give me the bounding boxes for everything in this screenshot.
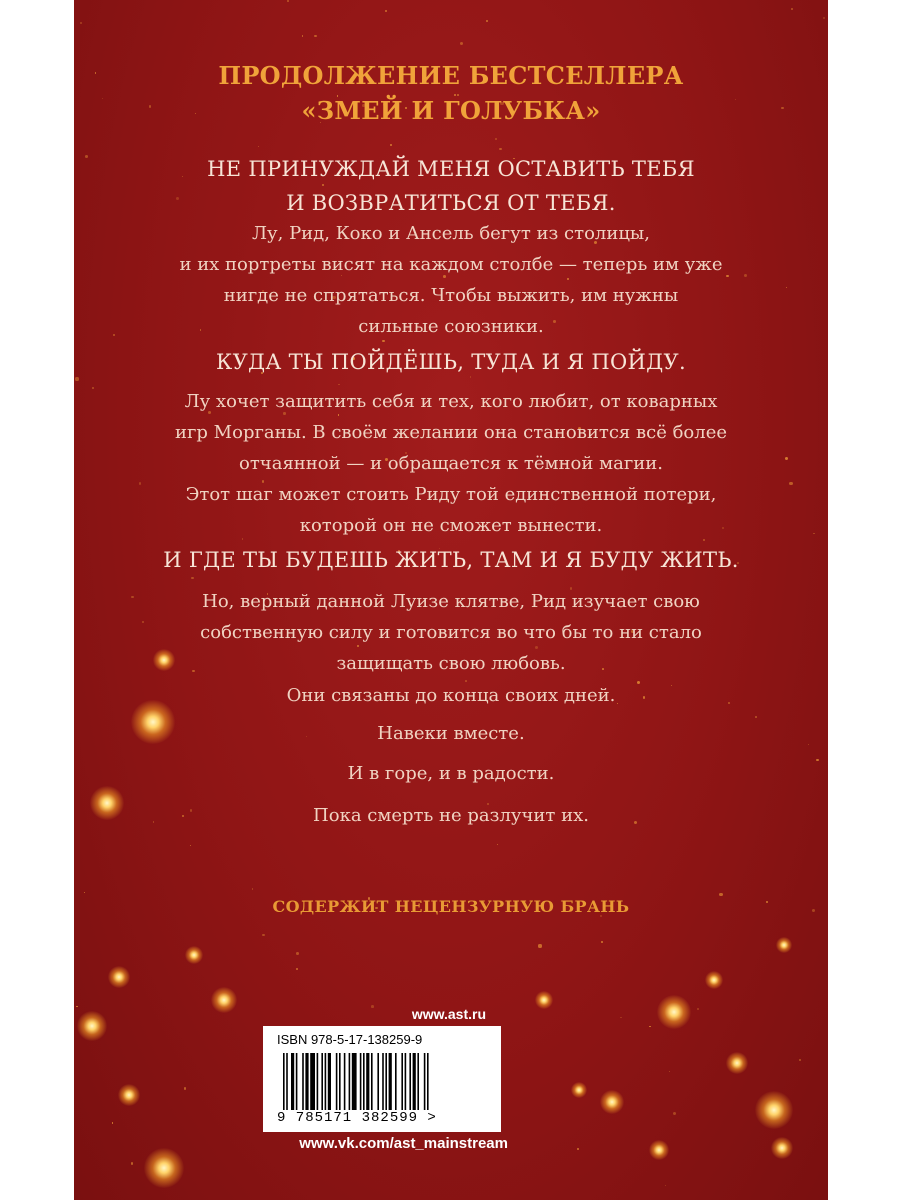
barcode-bar: [366, 1053, 369, 1110]
sparkle-glow: [600, 1090, 624, 1114]
sparkle-dust: [460, 42, 463, 45]
sparkle-dust: [665, 1185, 666, 1186]
sparkle-glow: [571, 1082, 587, 1098]
barcode-bar: [385, 1053, 387, 1110]
barcode-bar: [349, 1053, 351, 1110]
section-body-3: [74, 586, 828, 679]
heading-line: И ГДЕ ТЫ БУДЕШЬ ЖИТЬ, ТАМ И Я БУДУ ЖИТЬ.: [163, 548, 739, 572]
barcode-bar: [389, 1053, 392, 1110]
section-heading-1: [74, 152, 828, 220]
barcode-bar: [302, 1053, 304, 1110]
body-line: и их портреты висят на каждом столбе — теперь им уже: [179, 254, 723, 275]
barcode-bar: [401, 1053, 403, 1110]
ean-digits: 9 785171 382599 >: [277, 1110, 437, 1126]
sparkle-glow: [211, 987, 237, 1013]
sparkle-glow: [705, 971, 723, 989]
closing-line: Пока смерть не разлучит их.: [313, 805, 589, 826]
sparkle-dust: [577, 1148, 579, 1150]
sparkle-dust: [719, 893, 722, 896]
barcode-bar: [283, 1053, 285, 1110]
barcode-bar: [344, 1053, 346, 1110]
body-line: защищать свою любовь.: [336, 653, 566, 674]
barcode-bar: [427, 1053, 429, 1110]
series-banner: [74, 58, 828, 128]
barcode-bar: [339, 1053, 341, 1110]
barcode-bar: [291, 1053, 294, 1110]
sparkle-dust: [191, 577, 193, 579]
section-heading-2: [74, 345, 828, 379]
sparkle-dust: [495, 138, 497, 140]
body-line: игр Морганы. В своём желании она становится всё более: [175, 422, 727, 443]
sparkle-dust: [184, 1087, 187, 1090]
barcode-icon: [283, 1053, 495, 1110]
closing-line: Навеки вместе.: [377, 723, 525, 744]
body-line: нигде не спрятаться. Чтобы выжить, им нужны: [223, 285, 679, 306]
sparkle-dust: [601, 941, 603, 943]
body-line: Этот шаг может стоить Риду той единственной потери,: [185, 484, 717, 505]
sparkle-dust: [314, 35, 317, 38]
content-warning: СОДЕРЖИТ НЕЦЕНЗУРНУЮ БРАНЬ: [272, 897, 630, 916]
barcode-bar: [371, 1053, 373, 1110]
sparkle-dust: [287, 0, 289, 2]
barcode-bar: [360, 1053, 362, 1110]
sparkle-dust: [76, 1006, 77, 1007]
body-line: собственную силу и готовится во что бы то ни стало: [200, 622, 702, 643]
sparkle-dust: [538, 944, 541, 947]
sparkle-glow: [771, 1137, 793, 1159]
heading-line: КУДА ТЫ ПОЙДЁШЬ, ТУДА И Я ПОЙДУ.: [216, 350, 686, 374]
sparkle-dust: [296, 952, 299, 955]
sparkle-dust: [497, 844, 498, 845]
barcode-bar: [382, 1053, 384, 1110]
sparkle-dust: [697, 1008, 699, 1010]
sparkle-glow: [726, 1052, 748, 1074]
sparkle-glow: [649, 1140, 669, 1160]
heading-line: И ВОЗВРАТИТЬСЯ ОТ ТЕБЯ.: [286, 191, 616, 215]
sparkle-dust: [258, 146, 259, 147]
sparkle-dust: [80, 22, 83, 25]
body-line: Но, верный данной Луизе клятве, Рид изучает свою: [202, 591, 700, 612]
section-body-2: [74, 386, 828, 541]
sparkle-dust: [649, 1026, 651, 1028]
barcode-bar: [305, 1053, 308, 1110]
sparkle-dust: [112, 1122, 113, 1123]
sparkle-glow: [776, 937, 792, 953]
body-line: сильные союзники.: [358, 316, 544, 337]
sparkle-dust: [131, 1162, 133, 1164]
sparkle-dust: [799, 1059, 801, 1061]
series-banner-line: ПРОДОЛЖЕНИЕ БЕСТСЕЛЛЕРА: [218, 61, 684, 90]
closing-line: Они связаны до конца своих дней.: [286, 685, 616, 706]
sparkle-glow: [144, 1148, 184, 1188]
sparkle-dust: [84, 892, 85, 893]
section-body-1: [74, 218, 828, 342]
section-heading-3: [74, 543, 828, 577]
series-banner-title: «ЗМЕЙ И ГОЛУБКА»: [301, 96, 601, 125]
barcode-bar: [413, 1053, 416, 1110]
barcode-bar: [424, 1053, 426, 1110]
barcode-bar: [395, 1053, 397, 1110]
sparkle-dust: [620, 1017, 621, 1018]
sparkle-dust: [190, 845, 191, 846]
sparkle-dust: [486, 20, 488, 22]
sparkle-glow: [118, 1084, 140, 1106]
sparkle-dust: [262, 934, 264, 936]
isbn-number: ISBN 978-5-17-138259-9: [277, 1032, 423, 1047]
barcode-bar: [377, 1053, 379, 1110]
barcode-bar: [336, 1053, 338, 1110]
heading-line: НЕ ПРИНУЖДАЙ МЕНЯ ОСТАВИТЬ ТЕБЯ: [207, 157, 695, 181]
body-line: отчаянной — и обращается к тёмной магии.: [239, 453, 663, 474]
barcode-bar: [352, 1053, 357, 1110]
barcode-bar: [321, 1053, 323, 1110]
sparkle-dust: [823, 17, 825, 19]
barcode-bar: [325, 1053, 327, 1110]
sparkle-glow: [77, 1011, 107, 1041]
sparkle-dust: [296, 968, 298, 970]
sparkle-dust: [338, 384, 340, 386]
sparkle-glow: [108, 966, 130, 988]
barcode-bar: [317, 1053, 319, 1110]
sparkle-dust: [669, 1071, 670, 1072]
sparkle-glow: [657, 995, 691, 1029]
sparkle-dust: [390, 144, 392, 146]
barcode-bar: [310, 1053, 315, 1110]
closing-line: И в горе, и в радости.: [347, 763, 555, 784]
sparkle-dust: [385, 10, 387, 12]
sparkle-dust: [791, 8, 793, 10]
publisher-url: www.ast.ru: [411, 1006, 486, 1022]
sparkle-dust: [499, 148, 501, 150]
barcode-bar: [417, 1053, 419, 1110]
body-line: Лу, Рид, Коко и Ансель бегут из столицы,: [252, 223, 650, 244]
barcode-bar: [363, 1053, 365, 1110]
social-url: www.vk.com/ast_mainstream: [299, 1135, 508, 1152]
sparkle-dust: [302, 35, 303, 36]
sparkle-glow: [755, 1091, 793, 1129]
barcode-bar: [328, 1053, 331, 1110]
barcode-bar: [286, 1053, 288, 1110]
body-line: которой он не сможет вынести.: [299, 515, 603, 536]
sparkle-dust: [252, 888, 254, 890]
barcode-bar: [409, 1053, 411, 1110]
barcode-bar: [296, 1053, 298, 1110]
barcode-panel: [263, 1026, 501, 1132]
sparkle-glow: [535, 991, 553, 1009]
sparkle-dust: [673, 1112, 676, 1115]
sparkle-glow: [185, 946, 203, 964]
body-line: Лу хочет защитить себя и тех, кого любит, от коварных: [184, 391, 718, 412]
barcode-bar: [405, 1053, 407, 1110]
